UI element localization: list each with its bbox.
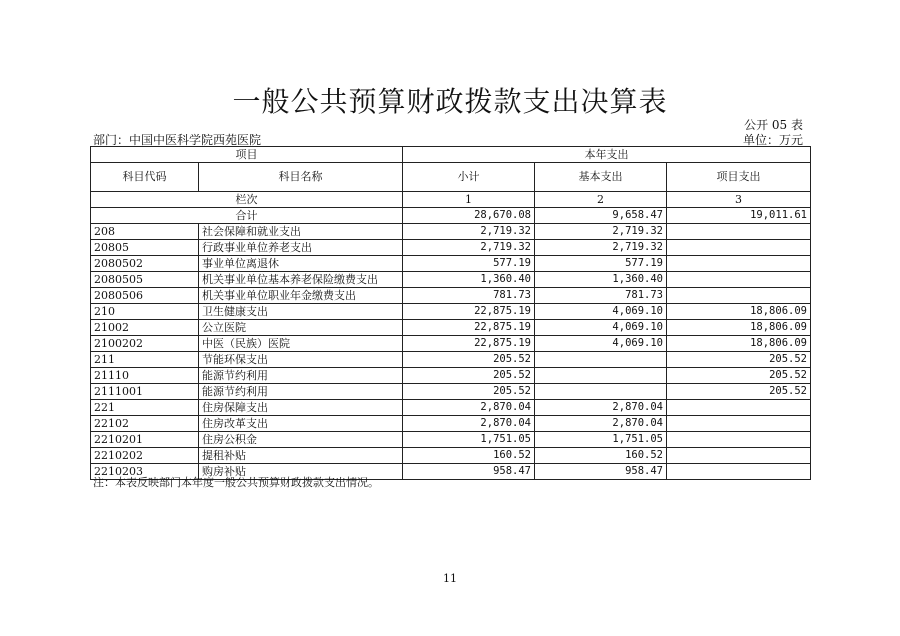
total-basic: 9,658.47: [535, 208, 667, 224]
table-row: [91, 416, 811, 432]
header-code: 科目代码: [91, 163, 199, 192]
row-code: 20805: [91, 240, 199, 256]
row-subtotal: 2,870.04: [403, 400, 535, 416]
row-basic: 781.73: [535, 288, 667, 304]
row-code: 210: [91, 304, 199, 320]
header-col3: 3: [667, 192, 811, 208]
row-code: 211: [91, 352, 199, 368]
form-number: 公开 05 表: [744, 118, 803, 132]
row-name: 节能环保支出: [199, 352, 403, 368]
row-project: [667, 240, 811, 256]
row-basic: 2,870.04: [535, 400, 667, 416]
row-name: 能源节约利用: [199, 384, 403, 400]
row-basic: 2,870.04: [535, 416, 667, 432]
row-name: 机关事业单位职业年金缴费支出: [199, 288, 403, 304]
row-name: 购房补贴: [199, 464, 403, 480]
row-code: 208: [91, 224, 199, 240]
row-subtotal: 958.47: [403, 464, 535, 480]
row-project: [667, 432, 811, 448]
row-subtotal: 22,875.19: [403, 320, 535, 336]
header-col2: 2: [535, 192, 667, 208]
table-row: [91, 240, 811, 256]
unit-label: 单位：万元: [742, 133, 803, 147]
row-name: 社会保障和就业支出: [199, 224, 403, 240]
header-current-year: 本年支出: [403, 147, 811, 163]
row-name: 机关事业单位基本养老保险缴费支出: [199, 272, 403, 288]
page-number: 11: [443, 572, 457, 585]
row-project: [667, 272, 811, 288]
row-subtotal: 577.19: [403, 256, 535, 272]
table-row: [91, 288, 811, 304]
table-row: [91, 272, 811, 288]
table-row: [91, 256, 811, 272]
row-project: 205.52: [667, 384, 811, 400]
table-row: [91, 224, 811, 240]
row-subtotal: 2,870.04: [403, 416, 535, 432]
department-label: 部门：中国中医科学院西苑医院: [93, 133, 262, 147]
row-name: 能源节约利用: [199, 368, 403, 384]
expenditure-table: [90, 146, 811, 480]
row-project: [667, 448, 811, 464]
header-basic: 基本支出: [535, 163, 667, 192]
table-row: [91, 384, 811, 400]
row-name: 住房改革支出: [199, 416, 403, 432]
row-code: 2080505: [91, 272, 199, 288]
row-project: [667, 400, 811, 416]
row-subtotal: 1,751.05: [403, 432, 535, 448]
header-item: 项目: [91, 147, 403, 163]
table-row: [91, 352, 811, 368]
document-title: 一般公共预算财政拨款支出决算表: [232, 85, 668, 118]
row-subtotal: 22,875.19: [403, 336, 535, 352]
row-name: 行政事业单位养老支出: [199, 240, 403, 256]
row-subtotal: 22,875.19: [403, 304, 535, 320]
row-code: 2210202: [91, 448, 199, 464]
row-name: 事业单位离退休: [199, 256, 403, 272]
row-basic: 4,069.10: [535, 304, 667, 320]
row-code: 2111001: [91, 384, 199, 400]
table-row: [91, 304, 811, 320]
total-subtotal: 28,670.08: [403, 208, 535, 224]
row-subtotal: 1,360.40: [403, 272, 535, 288]
row-subtotal: 205.52: [403, 368, 535, 384]
row-project: 205.52: [667, 352, 811, 368]
row-basic: 160.52: [535, 448, 667, 464]
row-project: [667, 288, 811, 304]
total-row: [91, 208, 811, 224]
row-code: 2100202: [91, 336, 199, 352]
table-row: [91, 368, 811, 384]
table-row: [91, 336, 811, 352]
total-project: 19,011.61: [667, 208, 811, 224]
row-code: 2080502: [91, 256, 199, 272]
row-name: 提租补贴: [199, 448, 403, 464]
row-basic: 577.19: [535, 256, 667, 272]
row-project: [667, 256, 811, 272]
row-project: 18,806.09: [667, 336, 811, 352]
row-subtotal: 2,719.32: [403, 240, 535, 256]
row-project: 18,806.09: [667, 320, 811, 336]
row-name: 公立医院: [199, 320, 403, 336]
row-code: 22102: [91, 416, 199, 432]
row-basic: 4,069.10: [535, 320, 667, 336]
row-name: 中医（民族）医院: [199, 336, 403, 352]
row-name: 卫生健康支出: [199, 304, 403, 320]
row-basic: [535, 368, 667, 384]
row-project: [667, 464, 811, 480]
row-project: [667, 416, 811, 432]
row-project: 205.52: [667, 368, 811, 384]
row-code: 21002: [91, 320, 199, 336]
row-project: [667, 224, 811, 240]
row-basic: [535, 384, 667, 400]
header-subtotal: 小计: [403, 163, 535, 192]
table-row: [91, 448, 811, 464]
table-row: [91, 400, 811, 416]
row-name: 住房公积金: [199, 432, 403, 448]
row-code: 2210203: [91, 464, 199, 480]
row-subtotal: 2,719.32: [403, 224, 535, 240]
row-subtotal: 160.52: [403, 448, 535, 464]
table-note: 注：本表反映部门本年度一般公共预算财政拨款支出情况。: [93, 476, 379, 489]
row-basic: 1,360.40: [535, 272, 667, 288]
row-project: 18,806.09: [667, 304, 811, 320]
row-code: 221: [91, 400, 199, 416]
row-name: 住房保障支出: [199, 400, 403, 416]
row-basic: 4,069.10: [535, 336, 667, 352]
row-basic: 1,751.05: [535, 432, 667, 448]
row-subtotal: 205.52: [403, 352, 535, 368]
table-row: [91, 432, 811, 448]
row-subtotal: 205.52: [403, 384, 535, 400]
row-basic: 958.47: [535, 464, 667, 480]
total-label: 合计: [91, 208, 403, 224]
header-col1: 1: [403, 192, 535, 208]
row-basic: 2,719.32: [535, 224, 667, 240]
row-subtotal: 781.73: [403, 288, 535, 304]
row-code: 2210201: [91, 432, 199, 448]
table-row: [91, 320, 811, 336]
row-code: 21110: [91, 368, 199, 384]
header-name: 科目名称: [199, 163, 403, 192]
row-basic: [535, 352, 667, 368]
row-code: 2080506: [91, 288, 199, 304]
header-column-index: 栏次: [91, 192, 403, 208]
row-basic: 2,719.32: [535, 240, 667, 256]
header-project: 项目支出: [667, 163, 811, 192]
